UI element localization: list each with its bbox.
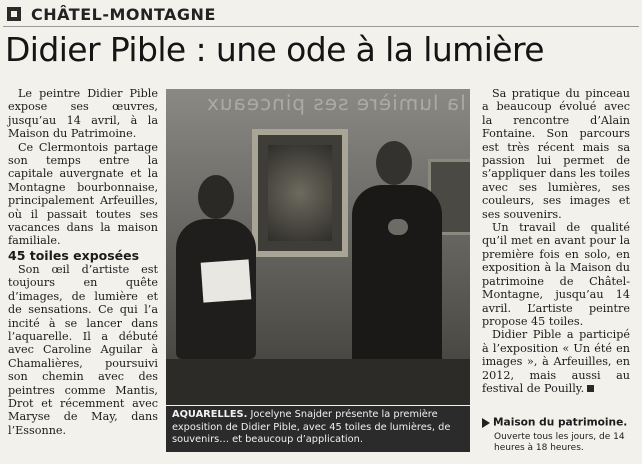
person-right-hand — [388, 219, 408, 235]
article-column-left — [8, 87, 158, 437]
paragraph: Un travail de qualité qu’il met en avant pour la première fois en solo, en exposition à la Maison du patrimoine de Châtel-Montagne, jusqu’au 14 avril. L’artiste peintre propose 45 toiles. — [482, 221, 630, 328]
subheading: 45 toiles exposées — [8, 247, 140, 263]
paragraph: Ce Clermontois partage son temps entre la capitale auvergnate et la Montagne bourbonnaise, principalement Arfeuilles, où il passait toutes ses vacances dans la maison familiale. — [8, 140, 158, 248]
paragraph: Son œil d’artiste est toujours en quête d’images, de lumière et de sensations. Ce qui l’a incité à se lancer dans l’aquarelle. Il a débuté avec Caroline Aguilar à Chamalières, poursuivi son chemin avec des peintres comme Mantis, Drot et récemment avec Maryse de May, dans l’Essonne. — [8, 262, 158, 437]
table — [166, 359, 470, 405]
article-photo — [166, 89, 470, 405]
info-title: Maison du patrimoine. — [493, 416, 628, 429]
person-right-head — [376, 141, 412, 185]
end-of-article-icon — [587, 385, 594, 392]
person-left-head — [198, 175, 234, 219]
section-header — [3, 4, 639, 27]
info-box — [482, 412, 636, 454]
arrow-right-icon — [482, 418, 490, 428]
paragraph: Sa pratique du pinceau a beaucoup évolué avec la rencontre d’Alain Fontaine. Son parcours est très récent mais sa passion lui permet de s’appliquer dans les toiles avec ses lumières, ses couleurs, ses images et ses souvenirs. — [482, 87, 630, 221]
square-bullet-icon — [7, 7, 21, 21]
photo-background-banner: la lumière ses pinceaux — [206, 91, 466, 115]
paragraph: Le peintre Didier Pible expose ses œuvres, jusqu’au 14 avril, à la Maison du Patrimoine. — [8, 87, 158, 141]
caption-label: AQUARELLES. — [172, 409, 248, 420]
photo-caption — [166, 406, 470, 452]
caption-text: Jocelyne Snajder présente la première exposition de Didier Pible, avec 45 toiles de lumières, de souvenirs… et beaucoup d’application. — [172, 409, 451, 446]
headline: Didier Pible : une ode à la lumière — [5, 30, 544, 69]
article-column-right — [482, 87, 630, 395]
painting-on-wall — [252, 129, 348, 257]
info-text: Ouverte tous les jours, de 14 heures à 18 heures. — [494, 432, 625, 453]
paragraph-text: Didier Pible a participé à l’exposition « Un été en images », à Arfeuilles, en 2012, mais aussi au festival de Pouilly. — [482, 328, 630, 395]
paper-sheet — [201, 259, 252, 302]
paragraph — [482, 328, 630, 395]
section-label: CHÂTEL-MONTAGNE — [31, 5, 216, 24]
